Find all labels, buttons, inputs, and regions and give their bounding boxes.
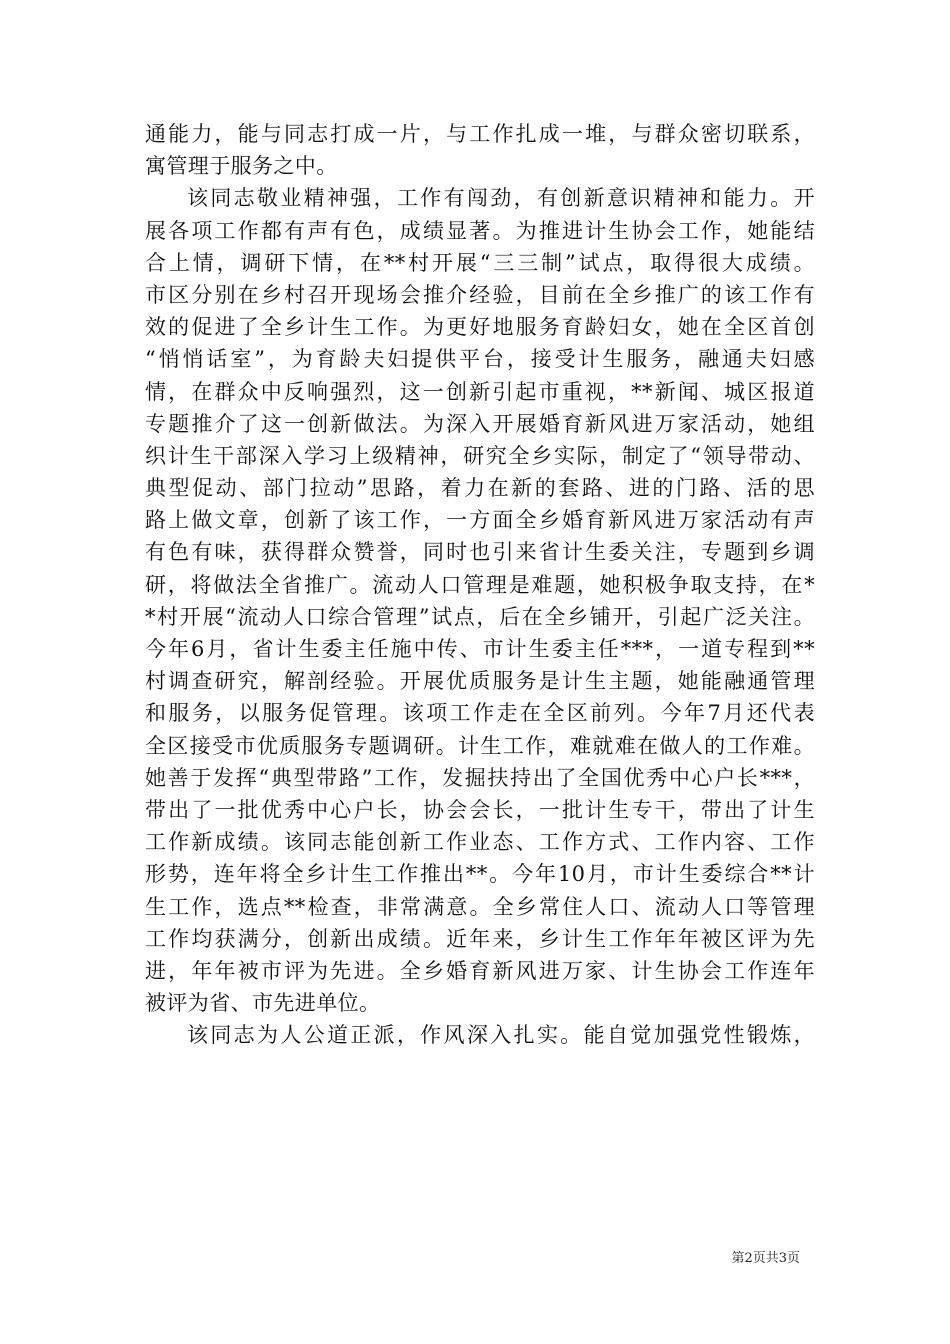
text-line: 她善于发挥“典型带路”工作，发掘扶持出了全国优秀中心户长***， (145, 765, 815, 790)
text-line: 进，年年被市评为先进。全乡婚育新风进万家、计生协会工作连年 (145, 958, 815, 983)
text-line: 合上情，调研下情，在**村开展“三三制”试点，取得很大成绩。 (145, 250, 815, 275)
text-line: 寓管理于服务之中。 (145, 154, 338, 179)
text-line: 和服务，以服务促管理。该项工作走在全区前列。今年7月还代表 (145, 701, 815, 726)
text-line: 通能力，能与同志打成一片，与工作扎成一堆，与群众密切联系， (145, 122, 815, 146)
text-line: “悄悄话室”，为育龄夫妇提供平台，接受计生服务，融通夫妇感 (145, 347, 815, 372)
text-line: 情，在群众中反响强烈，这一创新引起市重视，**新闻、城区报道 (145, 379, 815, 404)
text-line: 路上做文章，创新了该工作，一方面全乡婚育新风进万家活动有声 (145, 508, 815, 533)
text-line: 被评为省、市先进单位。 (145, 991, 381, 1016)
body-text (145, 118, 815, 1051)
text-line: 带出了一批优秀中心户长，协会会长，一批计生专干，带出了计生 (145, 797, 815, 822)
text-line: 专题推介了这一创新做法。为深入开展婚育新风进万家活动，她组 (145, 411, 815, 436)
text-line: 生工作，选点**检查，非常满意。全乡常住人口、流动人口等管理 (145, 894, 815, 919)
text-line: 织计生干部深入学习上级精神，研究全乡实际，制定了“领导带动、 (145, 443, 815, 468)
text-line: 工作新成绩。该同志能创新工作业态、工作方式、工作内容、工作 (145, 830, 815, 855)
text-line: 全区接受市优质服务专题调研。计生工作，难就难在做人的工作难。 (145, 733, 815, 758)
text-line: 村调查研究，解剖经验。开展优质服务是计生主题，她能融通管理 (145, 669, 815, 694)
text-line: 效的促进了全乡计生工作。为更好地服务育龄妇女，她在全区首创 (145, 315, 815, 340)
text-line: 该同志敬业精神强，工作有闯劲，有创新意识精神和能力。开 (187, 186, 815, 211)
text-line: 该同志为人公道正派，作风深入扎实。能自觉加强党性锻炼， (187, 1023, 815, 1048)
text-line: 今年6月，省计生委主任施中传、市计生委主任***，一道专程到** (145, 637, 815, 661)
text-line: 市区分别在乡村召开现场会推介经验，目前在全乡推广的该工作有 (145, 282, 815, 307)
text-line: 工作均获满分，创新出成绩。近年来，乡计生工作年年被区评为先 (145, 926, 815, 951)
text-line: 展各项工作都有声有色，成绩显著。为推进计生协会工作，她能结 (145, 218, 815, 243)
text-line: 研，将做法全省推广。流动人口管理是难题，她积极争取支持，在* (145, 572, 815, 597)
page-number-footer: 第2页共3页 (731, 1251, 800, 1266)
text-line: 典型促动、部门拉动”思路，着力在新的套路、进的门路、活的思 (145, 476, 815, 501)
text-line: *村开展“流动人口综合管理”试点，后在全乡铺开，引起广泛关注。 (145, 604, 815, 629)
text-line: 有色有味，获得群众赞誉，同时也引来省计生委关注，专题到乡调 (145, 540, 815, 565)
text-line: 形势，连年将全乡计生工作推出**。今年10月，市计生委综合**计 (145, 862, 815, 887)
